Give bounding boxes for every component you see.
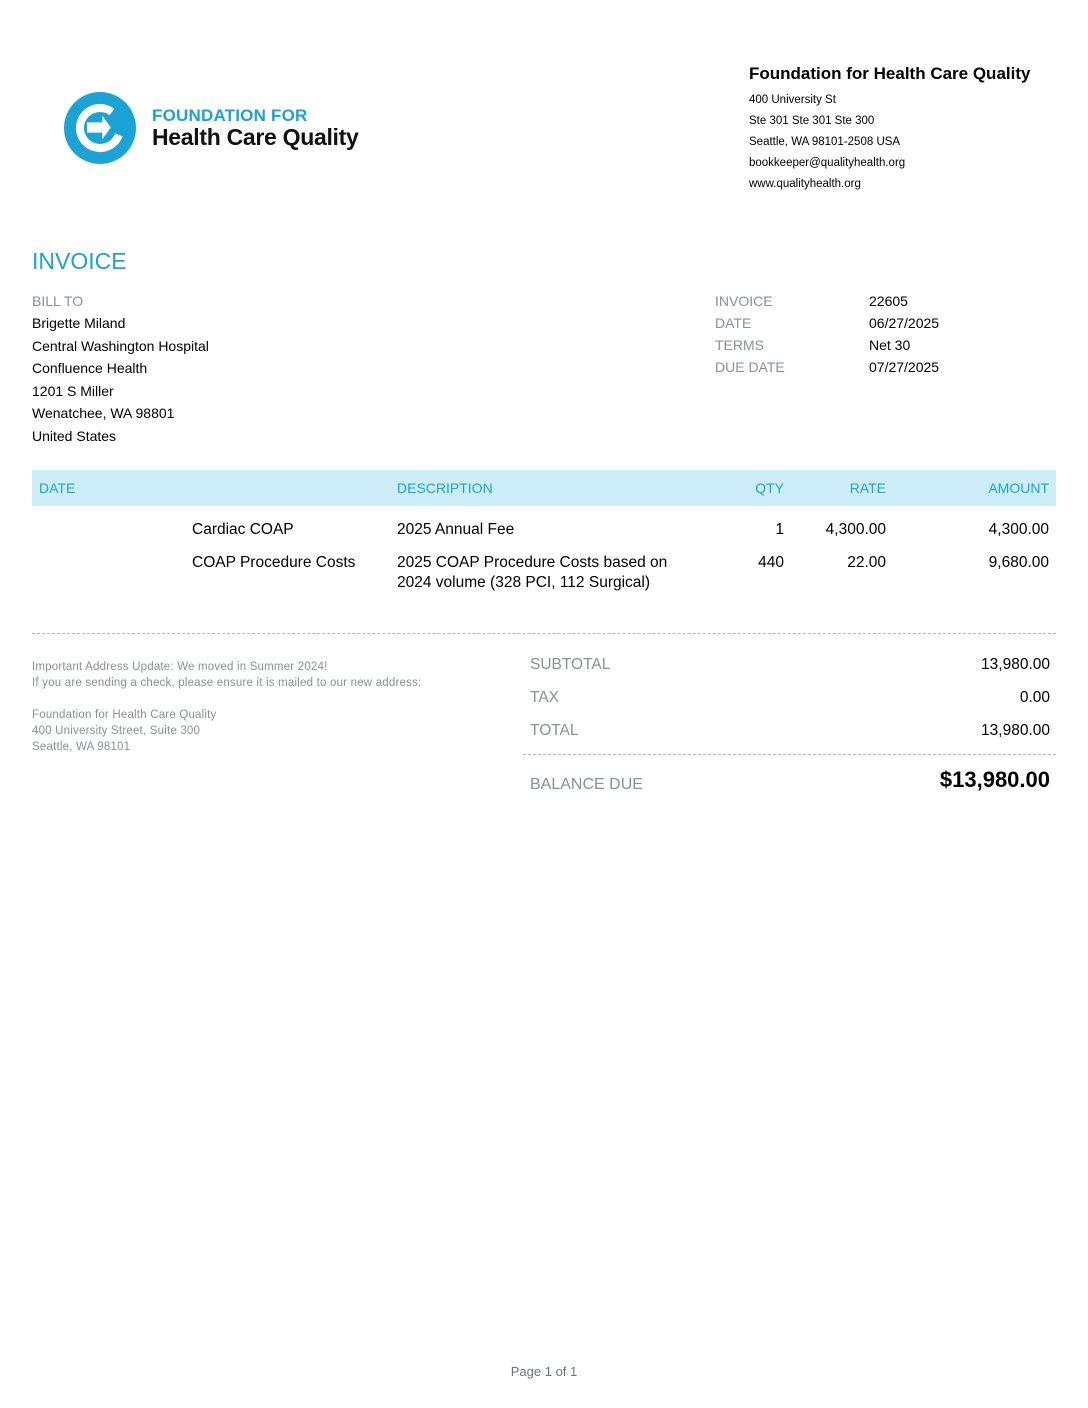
invoice-meta [715, 290, 939, 378]
organization-email[interactable]: bookkeeper@qualityhealth.org [749, 157, 906, 169]
item-description: 2025 Annual Fee [397, 521, 515, 538]
item-qty: 440 [758, 554, 784, 571]
meta-due-date [715, 356, 939, 378]
organization-info [749, 63, 1069, 195]
meta-value: 06/27/2025 [869, 315, 940, 331]
organization-address2: Ste 301 Ste 301 Ste 300 [749, 115, 875, 127]
subtotal-label: SUBTOTAL [530, 656, 611, 673]
header-date: DATE [39, 480, 76, 496]
meta-date [715, 312, 939, 334]
bill-to-line: United States [32, 427, 117, 444]
q-arrow-icon [63, 91, 139, 167]
balance-due-value: $13,980.00 [939, 767, 1050, 792]
bill-to-line: Central Washington Hospital [32, 337, 209, 354]
bill-to-line: Brigette Miland [32, 315, 126, 331]
bill-to-line: Wenatchee, WA 98801 [32, 405, 175, 421]
bill-to-label: BILL TO [32, 293, 84, 309]
header-description: DESCRIPTION [397, 480, 493, 496]
table-divider [32, 633, 1056, 634]
note-address-line: Foundation for Health Care Quality [32, 709, 217, 721]
company-logo [63, 91, 403, 171]
header-rate: RATE [849, 480, 886, 496]
item-rate: 4,300.00 [825, 521, 886, 538]
line-items-header [32, 470, 1056, 506]
item-name: COAP Procedure Costs [192, 554, 356, 571]
meta-label: DUE DATE [715, 359, 785, 375]
note-address-line: 400 University Street, Suite 300 [32, 725, 201, 737]
note-line: Important Address Update: We moved in Summer 2024! [32, 661, 328, 673]
logo-text-line1: FOUNDATION FOR [152, 106, 308, 125]
bill-to-line: 1201 S Miller [32, 382, 114, 399]
header-amount: AMOUNT [988, 480, 1049, 496]
tax-label: TAX [530, 689, 559, 706]
meta-label: DATE [715, 315, 752, 331]
page-number: Page 1 of 1 [510, 1364, 578, 1379]
item-amount: 9,680.00 [988, 554, 1049, 571]
total-value: 13,980.00 [981, 722, 1050, 739]
item-rate: 22.00 [847, 554, 886, 571]
note-address-line: Seattle, WA 98101 [32, 741, 131, 753]
header-qty: QTY [755, 480, 784, 496]
meta-value: 22605 [869, 293, 908, 309]
table-row [32, 553, 1056, 615]
address-update-note [32, 659, 421, 755]
total-label: TOTAL [530, 722, 579, 739]
meta-label: TERMS [715, 337, 764, 353]
meta-invoice-number [715, 290, 939, 312]
item-description: 2025 COAP Procedure Costs based on 2024 volume (328 PCI, 112 Surgical) [397, 554, 668, 591]
meta-value: 07/27/2025 [869, 359, 940, 375]
item-amount: 4,300.00 [988, 521, 1049, 538]
note-line: If you are sending a check, please ensure it is mailed to our new address: [32, 677, 422, 689]
bill-to [32, 290, 209, 447]
meta-label: INVOICE [715, 293, 773, 309]
logo-text-line2: Health Care Quality [152, 124, 359, 150]
organization-name: Foundation for Health Care Quality [749, 64, 1031, 83]
table-row [32, 520, 1056, 542]
tax-value: 0.00 [1019, 689, 1050, 706]
organization-address1: 400 University St [749, 94, 836, 106]
organization-city: Seattle, WA 98101-2508 USA [749, 136, 901, 148]
meta-value: Net 30 [869, 337, 911, 353]
bill-to-line: Confluence Health [32, 360, 148, 376]
subtotal-value: 13,980.00 [981, 656, 1050, 673]
balance-due-label: BALANCE DUE [530, 776, 643, 793]
meta-terms [715, 334, 939, 356]
item-qty: 1 [775, 521, 784, 538]
item-name: Cardiac COAP [192, 521, 294, 538]
invoice-title: INVOICE [32, 248, 127, 274]
totals-divider [523, 754, 1056, 755]
organization-website[interactable]: www.qualityhealth.org [749, 178, 861, 190]
